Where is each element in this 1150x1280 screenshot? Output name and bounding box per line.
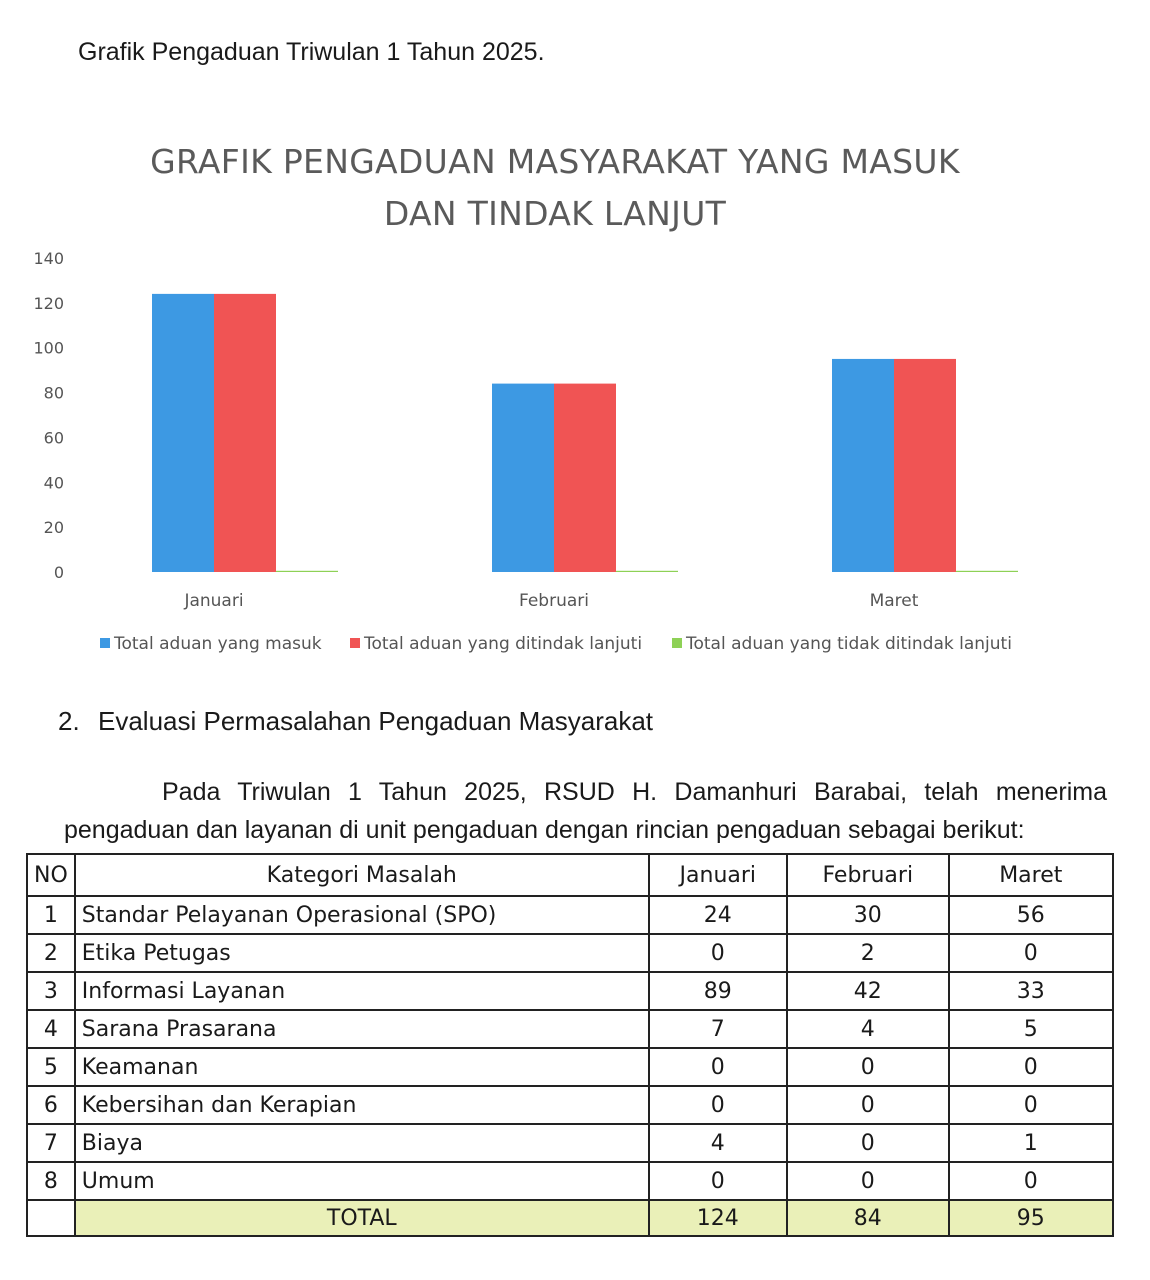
paragraph-line-2: pengaduan dan layanan di unit pengaduan dengan rincian pengaduan sebagai berikut:: [64, 816, 1025, 844]
y-tick-label: 120: [33, 293, 64, 313]
table-row: [27, 896, 1113, 934]
row-januari: 0: [649, 934, 787, 972]
row-februari: 0: [787, 1124, 949, 1162]
x-tick-label-februari: Februari: [519, 591, 589, 611]
row-maret: 0: [949, 934, 1113, 972]
row-no: 7: [27, 1124, 75, 1162]
chart-legend: [100, 634, 1100, 660]
total-maret: 95: [949, 1200, 1113, 1236]
table-total-row: [27, 1200, 1113, 1236]
row-februari: 0: [787, 1048, 949, 1086]
row-februari: 4: [787, 1010, 949, 1048]
y-tick-label: 100: [33, 338, 64, 358]
y-tick-label: 40: [43, 473, 64, 493]
legend-swatch-tidak-ditindak: [672, 638, 682, 648]
row-no: 3: [27, 972, 75, 1010]
row-category: Biaya: [75, 1124, 649, 1162]
legend-item-masuk: [100, 634, 322, 654]
legend-label-tidak-ditindak: Total aduan yang tidak ditindak lanjuti: [686, 634, 1012, 654]
row-februari: 0: [787, 1086, 949, 1124]
x-tick-label-januari: Januari: [184, 591, 244, 611]
row-februari: 42: [787, 972, 949, 1010]
total-label: TOTAL: [75, 1200, 649, 1236]
table-row: [27, 934, 1113, 972]
row-februari: 30: [787, 896, 949, 934]
legend-swatch-masuk: [100, 638, 110, 648]
row-januari: 4: [649, 1124, 787, 1162]
row-januari: 0: [649, 1086, 787, 1124]
bar-februari-series-2: [554, 384, 616, 572]
bar-februari-series-3: [616, 571, 678, 572]
bar-maret-series-2: [894, 359, 956, 572]
row-no: 8: [27, 1162, 75, 1200]
section-number: 2.: [58, 706, 80, 736]
row-category: Kebersihan dan Kerapian: [75, 1086, 649, 1124]
legend-label-masuk: Total aduan yang masuk: [114, 634, 322, 654]
row-januari: 0: [649, 1162, 787, 1200]
x-tick-label-maret: Maret: [869, 591, 919, 611]
y-tick-label: 0: [53, 563, 64, 582]
row-no: 4: [27, 1010, 75, 1048]
y-tick-label: 20: [43, 518, 64, 538]
chart-title-line-1: GRAFIK PENGADUAN MASYARAKAT YANG MASUK: [150, 142, 960, 181]
document-heading: Grafik Pengaduan Triwulan 1 Tahun 2025.: [78, 38, 545, 66]
bar-maret-series-3: [956, 571, 1018, 572]
section-heading: [58, 706, 653, 737]
bar-januari-series-2: [214, 294, 276, 572]
bar-januari-series-3: [276, 571, 338, 572]
row-januari: 0: [649, 1048, 787, 1086]
row-no: 6: [27, 1086, 75, 1124]
chart-title: [0, 136, 1110, 240]
table-header-row: [27, 854, 1113, 896]
row-januari: 7: [649, 1010, 787, 1048]
row-no: 5: [27, 1048, 75, 1086]
row-maret: 0: [949, 1048, 1113, 1086]
row-maret: 0: [949, 1086, 1113, 1124]
row-maret: 0: [949, 1162, 1113, 1200]
table-row: [27, 1162, 1113, 1200]
table-row: [27, 1048, 1113, 1086]
row-maret: 5: [949, 1010, 1113, 1048]
header-januari: Januari: [649, 854, 787, 896]
total-februari: 84: [787, 1200, 949, 1236]
bar-chart: [0, 230, 1110, 620]
row-maret: 1: [949, 1124, 1113, 1162]
row-januari: 89: [649, 972, 787, 1010]
table-row: [27, 1086, 1113, 1124]
row-category: Informasi Layanan: [75, 972, 649, 1010]
y-tick-label: 60: [43, 428, 64, 448]
legend-item-tidak-ditindak: [672, 634, 1012, 654]
table-row: [27, 1124, 1113, 1162]
y-tick-label: 80: [43, 383, 64, 403]
row-maret: 33: [949, 972, 1113, 1010]
header-no: NO: [27, 854, 75, 896]
bar-maret-series-1: [832, 359, 894, 572]
header-maret: Maret: [949, 854, 1113, 896]
legend-item-ditindak: [350, 634, 642, 654]
row-category: Umum: [75, 1162, 649, 1200]
chart-title-line-2: DAN TINDAK LANJUT: [383, 194, 727, 233]
complaint-table: [26, 853, 1114, 1237]
row-februari: 0: [787, 1162, 949, 1200]
y-tick-label: 140: [33, 249, 64, 268]
table-body: [27, 896, 1113, 1200]
row-category: Sarana Prasarana: [75, 1010, 649, 1048]
row-category: Etika Petugas: [75, 934, 649, 972]
legend-swatch-ditindak: [350, 638, 360, 648]
header-category: Kategori Masalah: [75, 854, 649, 896]
table-row: [27, 972, 1113, 1010]
total-januari: 124: [649, 1200, 787, 1236]
row-januari: 24: [649, 896, 787, 934]
row-no: 2: [27, 934, 75, 972]
total-no-cell: [27, 1200, 75, 1236]
table-row: [27, 1010, 1113, 1048]
section-title: Evaluasi Permasalahan Pengaduan Masyarakat: [98, 706, 654, 736]
paragraph-line-1: Pada Triwulan 1 Tahun 2025, RSUD H. Damanhuri Barabai, telah menerima: [162, 778, 1107, 806]
legend-label-ditindak: Total aduan yang ditindak lanjuti: [364, 634, 643, 654]
row-no: 1: [27, 896, 75, 934]
row-category: Standar Pelayanan Operasional (SPO): [75, 896, 649, 934]
row-maret: 56: [949, 896, 1113, 934]
row-februari: 2: [787, 934, 949, 972]
row-category: Keamanan: [75, 1048, 649, 1086]
bar-februari-series-1: [492, 384, 554, 572]
header-februari: Februari: [787, 854, 949, 896]
bar-januari-series-1: [152, 294, 214, 572]
